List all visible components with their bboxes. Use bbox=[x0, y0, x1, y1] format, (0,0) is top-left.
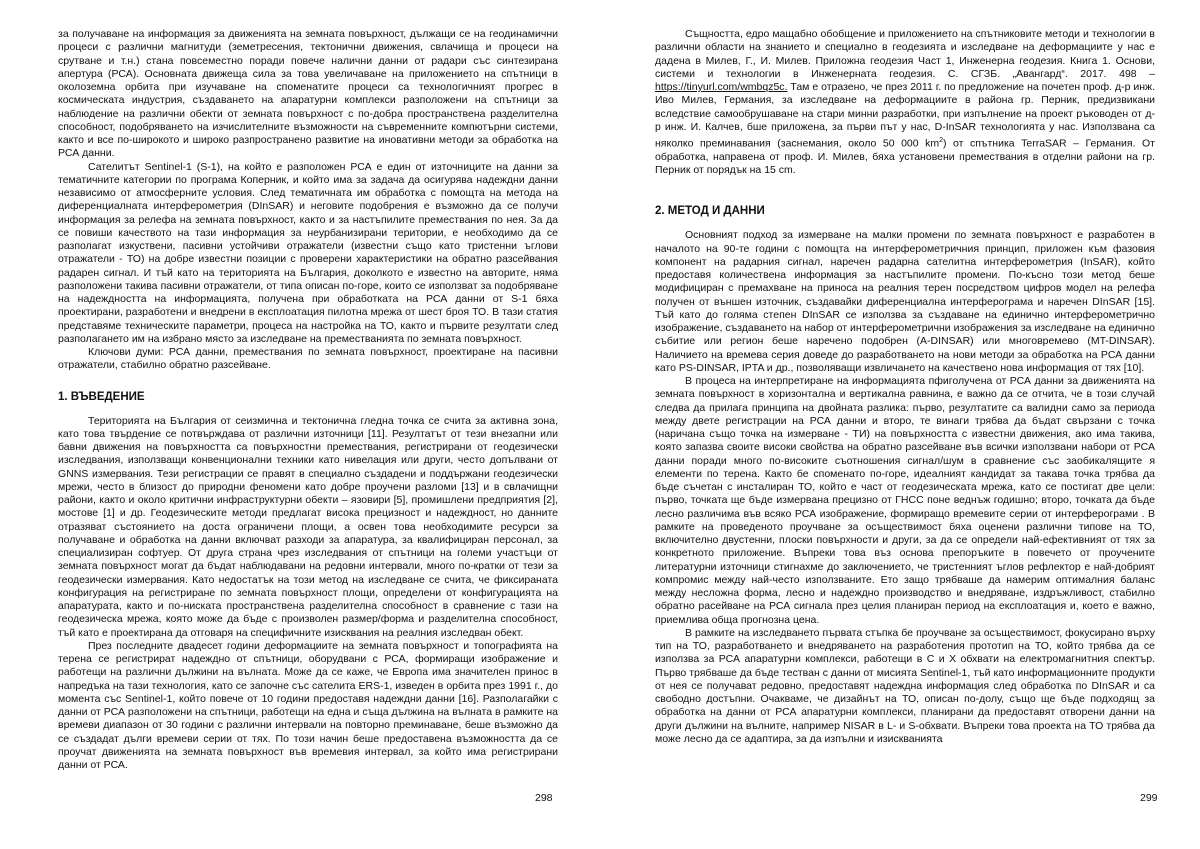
reference-link[interactable]: https://tinyurl.com/wmbqz5c. bbox=[655, 81, 788, 93]
paragraph-study: В рамките на изследването първата стъпка бе проучване за осъществимост, фокусирано върху тип на ТО, разработването и внедряването на разработения прототип на ТО, който трябва да се използва за РСА апаратурни комплекси, работещи в С и Х обхвати на електромагнитния спектър. Първо трябваше да бъде тестван с данни от мисията Sentinel-1, тъй като информационните продукти от нея се получават редовно, предоставят надеждна информация след обработка по DInSAR и са свободно достъпни. Очакваме, че дизайнът на ТО, описан по-долу, също ще бъде подходящ за обработка на данни от РСА апаратурни комплекси, планирани да предоставят отворени данни на други дължини на вълните, например NISAR в L- и S-обхвати. Въпреки това проекта на ТО трябва да може лесно да се адаптира, за да изпълни и изискванията bbox=[655, 626, 1155, 745]
section-heading-introduction: 1. ВЪВЕДЕНИЕ bbox=[58, 390, 145, 403]
right-page bbox=[655, 28, 1155, 746]
summary-text-c: ) от спътника TerraSAR – Германия. От обработка, направена от проф. И. Милев, бяха установени премествания в отделни райони на гр. Перник от порядък на 15 cm. bbox=[655, 137, 1155, 176]
superscript-two: 2 bbox=[939, 137, 944, 144]
left-page bbox=[58, 28, 558, 772]
paragraph-continuation: за получаване на информация за движенията на земната повърхност, дължащи се на геодинамични процеси с различни магнитуди (земетресения, тектонични движения, свлачища и процеси на срутване и т.н.) стана повсеместно поради повече налични данни от радари със синтезирана апертура (РСА). Основната движеща сила за това увеличаване на приложението на спътници в околоземна орбита при изучаване на споменатите процеси са технологичният прогрес в космическата индустрия, създаването на апаратурни комплекси разположени на спътници за наблюдение на различни обекти от земната повърхност с по-добра пространствена разделителна способност, подобряването на изчислителните възможности на съвременните компютърни системи, както и все по-широкото и широко разпространено развитие на иновативни методи за обработка на РСА данни. bbox=[58, 28, 558, 160]
keywords: Ключови думи: РСА данни, премествания по земната повърхност, проектиране на пасивни отражатели, стабилно обратно разсейване. bbox=[58, 346, 558, 372]
page-number-left: 298 bbox=[535, 792, 553, 804]
paragraph-interpretation: В процеса на интерпретиране на информацията пфиголучена от РСА данни за движенията на земната повърхност в хоризонтална и вертикална равнина, е важно да се отчита, че в този случай следва да прилага принципа на двойната разлика: първо, резултатите са валидни само за периода между двете регистрации на РСА данни и второ, те винаги трябва да бъдат свързани с точка (наричана също точка на измерване - ТИ) на повърхността с известни движения, ако има такива, която запазва своите високи свойства на обратно разсейване във всички използвани набори от РСА данни поради много по-високите съотношения сигнал/шум в сравнение със заобикалящите я елементи по терена. Както бе споменато по-горе, идеалният кандидат за такава точка трябва да бъде съчетан с инсталиран ТО, който е част от геодезическата мрежа, като се постигат две цели: първо, точката ще бъде измервана прецизно от ГНСС поне веднъж годишно; второ, точката да бъде лесно различима във всяко РСА изображение, формиращо времевите серии от интерферограми . В рамките на проведеното проучване за осъществимост бяха оценени различни типове на ТО, включително двустенни, плоски повърхности и други, за да се определи най-ефективният от тях за конкретното приложение. Въпреки това въз основа препоръките в повечето от проучените литературни източници стигнахме до заключението, че тристенният ъглов рефлектор е най-добрият компромис между най-често използваните. Ето защо трябваше да намерим оптималния баланс между несложна форма, лесно и надеждно производство и внедряване, издръжливост, стабилно обратно расейване на РСА сигнала през целия планиран период на експлоатация и, което е важно, приемлива обща прогнозна цена. bbox=[655, 375, 1155, 626]
paragraph-history: През последните двадесет години деформациите на земната повърхност и топографията на терена се регистрират надеждно от спътници, оборудвани с РСА, формиращи изображение и работещи на различни дължини на вълната. Може да се каже, че Европа има значителен принос в напредъка на тази технология, като се започне със сателита ERS-1, изведен в орбита през 1991 г., до момента със Sentinel-1, който повече от 10 години предоставя надеждни данни [16]. Разполагайки с данни от РСА разположени на спътници, работещи на една и съща дължина на вълната в рамките на времеви диапазон от 30 години с различни интервали на повторно преминаване, беше възможно да се създадат дълги времеви серии от тях. По този начин беше предоставена възможността да се проучат движенията на земната повърхност във времевия интервал, за който има регистрирани данни от РСА. bbox=[58, 639, 558, 771]
paragraph-introduction: Територията на България от сеизмична и тектонична гледна точка се счита за активна зона, като това твърдение се потвърждава от различни източници [11]. Резултатът от тези внезапни или бавни движения на повърхността са повърхностни премествания, регистрирани от геодезически изследвания, използващи конвенционални техники като нивелация или други, често допълвани от GNNS измервания. Тези регистрации се правят в специално създадени и поддържани геодезически мрежи, често в близост до природни феномени като добре проучени разломи [13] и в свлачищни райони, както и около критични инфраструктурни обекти – язовири [5], промишлени предприятия [2], мостове [1] и др. Геодезическите методи предлагат висока прецизност и надеждност, но данните отразяват състоянието на доста ограничени площи, а освен това необходимите ресурси за получаване и обработка на данни включват разходи за апаратура, за квалифициран персонал, за специализиран софтуер. От друга страна чрез изследвания от спътници на големи участъци от земната повърхност могат да бъдат наблюдавани на редовни интервали, много по-кратки от тези за геодезически измервания. Като недостатък на този метод на изследване се счита, че фиксираната конфигурация на регистриране по земната повърхност площи, определени от конфигурацията на апаратурата, както и по-ниската пространствена разделителна способност в сравнение с тази на геодезическа мрежа, която може да бъде с произволен размер/форма и разделителна способност, тъй като е проектирана да отговаря на специфичните изисквания на реалния изследван обект. bbox=[58, 414, 558, 639]
paragraph-sentinel: Сателитът Sentinel-1 (S-1), на който е разположен РСА е един от източниците на данни за тематичните категории по програма Коперник, и който има за задача да осигурява надеждни данни независимо от атмосферните условия. След тематичната им обработка с помощта на метода на диференциалната интерферометрия (DInSAR) и неговите подобрения е възможно да се получи информация за релефа на земната повърхност, както и за настъпилите премествания по нея. За да се повиши качеството на тази информация за неурбанизирани територии, е необходимо да се разполагат изкуствени, пасивни устойчиви отражатели (известни също като тристенни ъглови отражатели - ТО) на добре известни позиции с проверени характеристики на обратно разсейвания радарен сигнал. И тъй като на територията на България, доколкото е известно на авторите, няма разположени такива пасивни отражатели, от типа описан по-горе, които се използват за подобряване на надеждността на информацията, получена при обработката на РСА данни от S-1 бяха проектирани, разработени и внедрени в експлоатация пилотна мрежа от шест броя ТО. В тази статия представяме техническите параметри, процеса на настройка на ТО, както и първите резултати след разполагането им на избрано място за изследване на преместванията по земната повърхност. bbox=[58, 160, 558, 345]
paragraph-summary bbox=[655, 28, 1155, 177]
page-number-right: 299 bbox=[1140, 792, 1158, 804]
section-heading-method: 2. МЕТОД И ДАННИ bbox=[655, 205, 765, 218]
paragraph-method: Основният подход за измерване на малки промени по земната повърхност е разработен в началото на 90-те години с помощта на интерферометричния принцип, приложен към фазовия компонент на радарния сигнал, наречен радарна сателитна интерферометрия (InSAR), който предоставя количествена информация за настъпилите промени. По-късно този метод беше модифициран с премахване на приноса на реалния терен посредством цифров модел на релефа получен от външен източник, създавайки диференциална интерферограма и наречен DInSAR [15]. Тъй като до голяма степен DInSAR се използва за създаване на единично интерферометрично изображение, създаването на набор от интерферометрични изображения за изследване на единично събитие или регион беше наречено подобрен (A-DINSAR) или многовремево (MT-DINSAR). Наличието на времева серия доведе до разработването на нови методи за обработка на РСА данни като PS-DINSAR, IPTA и др., позволяващи извличането на качествено нова информация от тях [10]. bbox=[655, 229, 1155, 374]
summary-text-b: Там е отразено, че през 2011 г. по предложение на почетен проф. д-р инж. Иво Милев, Германия, за изследване на деформациите в района гр. Перник, предизвикани вследствие самообрушаване на стари минни разработки, при изпълнение на проект ръководен от д-р инж. И. Калчев, бше приложена, за първи път у нас, D-InSAR технологията у нас. Използвана са няколко преминавания (заснемания, около 50 000 km bbox=[655, 81, 1155, 150]
summary-text-a: Същността, едро мащабно обобщение и приложението на спътниковите методи и технологии в различни области на знанието и специално в геодезията и изследване на деформациите у нас е дадена в Милев, Г., И. Милев. Приложна геодезия Част 1, Инженерна геодезия. Книга 1. Основи, системи и технологии в Инженерната геодезия. С. СГЗБ. „Авангард“. 2017. 498 – bbox=[655, 28, 1155, 80]
